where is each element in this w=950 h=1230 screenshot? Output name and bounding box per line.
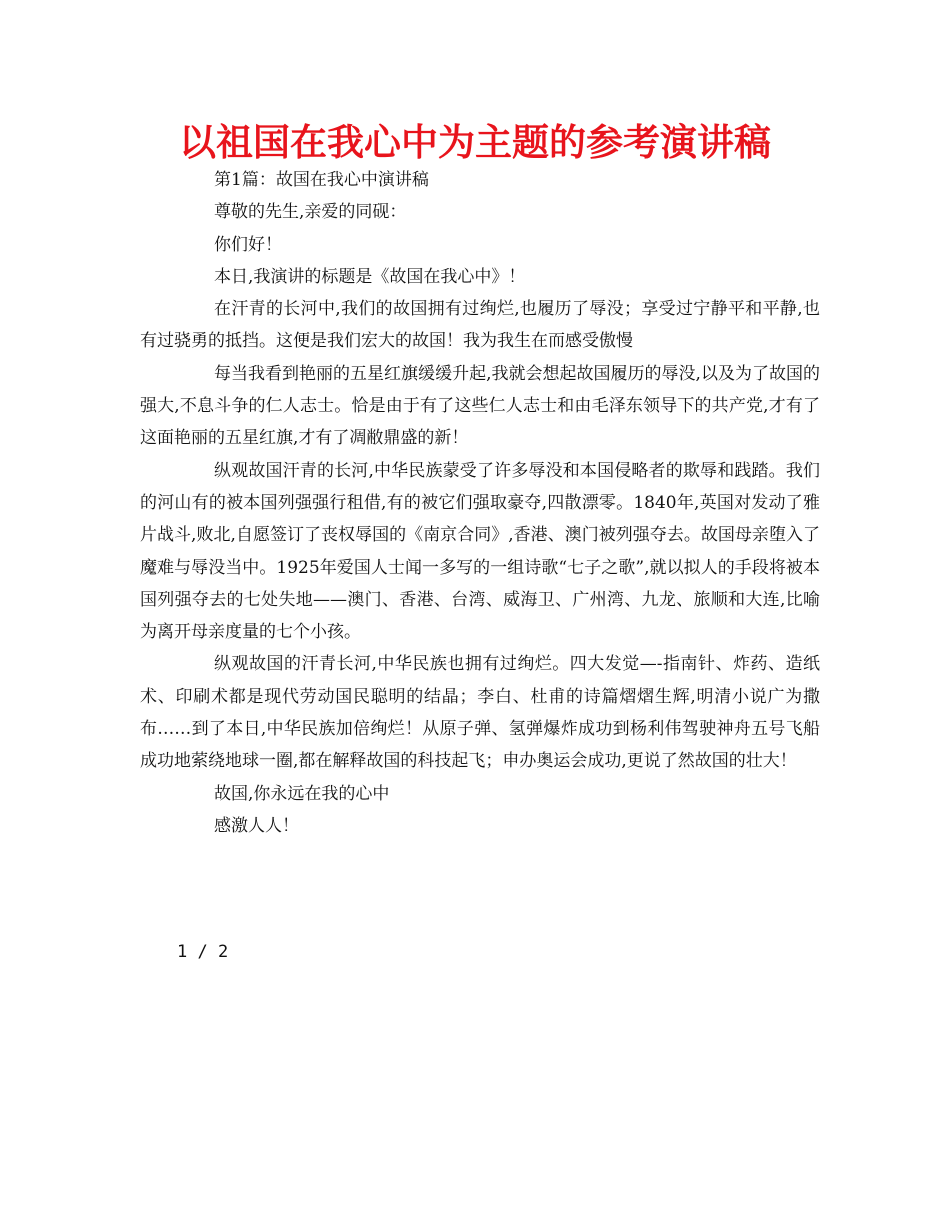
paragraph-closing-2: 感激人人！ bbox=[214, 815, 299, 836]
paragraph-salutation: 尊敬的先生,亲爱的同砚： bbox=[214, 202, 407, 223]
document-title: 以祖国在我心中为主题的参考演讲稿 bbox=[179, 121, 771, 164]
paragraph-body-4: 纵观故国的汗青长河,中华民族也拥有过绚烂。四大发觉—-指南针、炸药、造纸术、印刷术都是现代劳动国民聪明的结晶；李白、杜甫的诗篇熠熠生辉,明清小说广为撒布……到了本日,中华民族加倍绚烂！从原子弹、氢弹爆炸成功到杨利伟驾驶神舟五号飞船成功地萦绕地球一圈,都在解释故国的科技起飞；申办奥运会成功,更说了然故国的壮大！ bbox=[140, 654, 820, 772]
paragraph-body-3: 纵观故国汗青的长河,中华民族蒙受了许多辱没和本国侵略者的欺辱和践踏。我们的河山有的被本国列强强行租借,有的被它们强取豪夺,四散漂零。1840年,英国对发动了雅片战斗,败北,自愿签订了丧权辱国的《南京合同》,香港、澳门被列强夺去。故国母亲堕入了魔难与辱没当中。1925年爱国人士闻一多写的一组诗歌“七子之歌”,就以拟人的手段将被本国列强夺去的七处失地——澳门、香港、台湾、威海卫、广州湾、九龙、旅顺和大连,比喻为离开母亲度量的七个小孩。 bbox=[140, 460, 820, 643]
document-body bbox=[140, 164, 820, 842]
paragraph-heading: 第1篇：故国在我心中演讲稿 bbox=[214, 170, 429, 190]
paragraph-closing-1: 故国,你永远在我的心中 bbox=[214, 783, 390, 804]
paragraph-body-1: 在汗青的长河中,我们的故国拥有过绚烂,也履历了辱没；享受过宁静平和平静,也有过骁勇的抵挡。这便是我们宏大的故国！我为我生在而感受傲慢 bbox=[140, 299, 820, 352]
page-number: 1 / 2 bbox=[177, 942, 229, 962]
paragraph-topic: 本日,我演讲的标题是《故国在我心中》！ bbox=[214, 266, 526, 287]
paragraph-greeting: 你们好！ bbox=[214, 234, 282, 255]
paragraph-body-2: 每当我看到艳丽的五星红旗缓缓升起,我就会想起故国履历的辱没,以及为了故国的强大,不息斗争的仁人志士。恰是由于有了这些仁人志士和由毛泽东领导下的共产党,才有了这面艳丽的五星红旗,才有了凋敝鼎盛的新！ bbox=[140, 363, 820, 449]
